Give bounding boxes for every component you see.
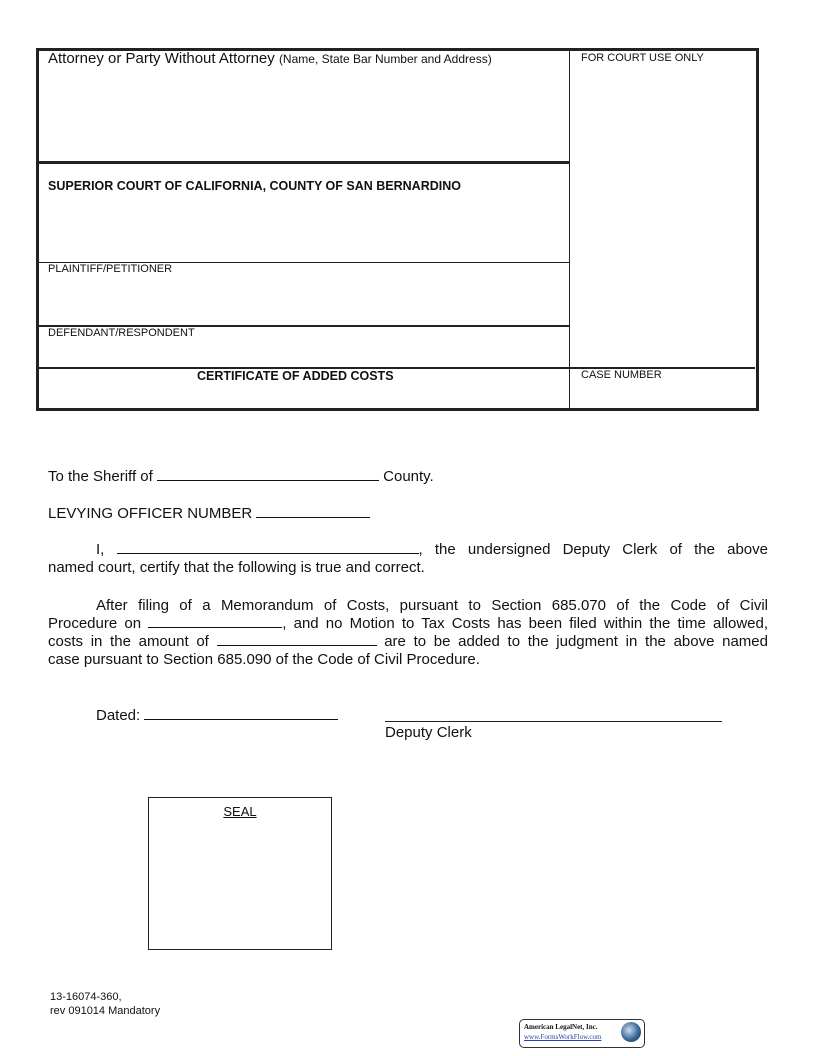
- logo-url[interactable]: www.FormsWorkFlow.com: [524, 1033, 602, 1041]
- divider: [569, 50, 570, 408]
- p1-b: , the undersigned Deputy Clerk of the above: [418, 541, 768, 558]
- deputy-clerk-label: Deputy Clerk: [385, 724, 472, 741]
- filing-date-blank[interactable]: [148, 614, 282, 628]
- divider: [38, 161, 569, 164]
- clerk-name-blank[interactable]: [117, 540, 419, 554]
- seal-box: [148, 797, 332, 950]
- p2-c2: are to be added to the judgment in the above named: [384, 633, 768, 650]
- seal-label: SEAL: [223, 804, 257, 819]
- signature-line[interactable]: [385, 721, 722, 722]
- levying-line: [48, 504, 370, 522]
- sheriff-pre: To the Sheriff of: [48, 468, 153, 485]
- paragraph-1-line-1: [96, 540, 768, 558]
- form-number: 13-16074-360,: [50, 991, 122, 1003]
- p2-c1: costs in the amount of: [48, 633, 209, 650]
- p2-b1: Procedure on: [48, 615, 142, 632]
- paragraph-1-line-2: named court, certify that the following is true and correct.: [48, 559, 425, 576]
- levying-label: LEVYING OFFICER NUMBER: [48, 505, 253, 522]
- dated-line: [96, 706, 338, 724]
- levying-number-blank[interactable]: [256, 504, 370, 518]
- sheriff-post: County.: [383, 468, 434, 485]
- county-blank[interactable]: [157, 467, 379, 481]
- sheriff-line: [48, 467, 434, 485]
- attorney-field[interactable]: [48, 50, 492, 67]
- americanlegalnet-logo[interactable]: [519, 1019, 645, 1048]
- logo-name: American LegalNet, Inc.: [524, 1023, 598, 1031]
- paragraph-2-line-1: After filing of a Memorandum of Costs, pursuant to Section 685.070 of the Code of Civil: [96, 597, 768, 614]
- case-number-label: CASE NUMBER: [581, 369, 662, 381]
- caption-box: [36, 48, 759, 411]
- attorney-sublabel: (Name, State Bar Number and Address): [278, 52, 492, 66]
- attorney-label: Attorney or Party Without Attorney: [48, 50, 275, 67]
- court-use-label: FOR COURT USE ONLY: [581, 52, 704, 64]
- paragraph-2-line-2: [48, 614, 768, 632]
- defendant-label: DEFENDANT/RESPONDENT: [48, 327, 195, 339]
- dated-label: Dated:: [96, 707, 141, 724]
- amount-blank[interactable]: [217, 632, 377, 646]
- p2-b2: , and no Motion to Tax Costs has been filed within the time allowed,: [282, 615, 769, 632]
- date-blank[interactable]: [144, 706, 338, 720]
- court-name: SUPERIOR COURT OF CALIFORNIA, COUNTY OF SAN BERNARDINO: [48, 179, 461, 193]
- form-title: CERTIFICATE OF ADDED COSTS: [197, 369, 394, 383]
- plaintiff-label: PLAINTIFF/PETITIONER: [48, 263, 173, 275]
- paragraph-2-line-4: case pursuant to Section 685.090 of the Code of Civil Procedure.: [48, 651, 480, 668]
- paragraph-2-line-3: [48, 632, 768, 650]
- revision: rev 091014 Mandatory: [50, 1005, 161, 1017]
- p1-a: I,: [96, 541, 105, 558]
- globe-icon: [621, 1022, 641, 1042]
